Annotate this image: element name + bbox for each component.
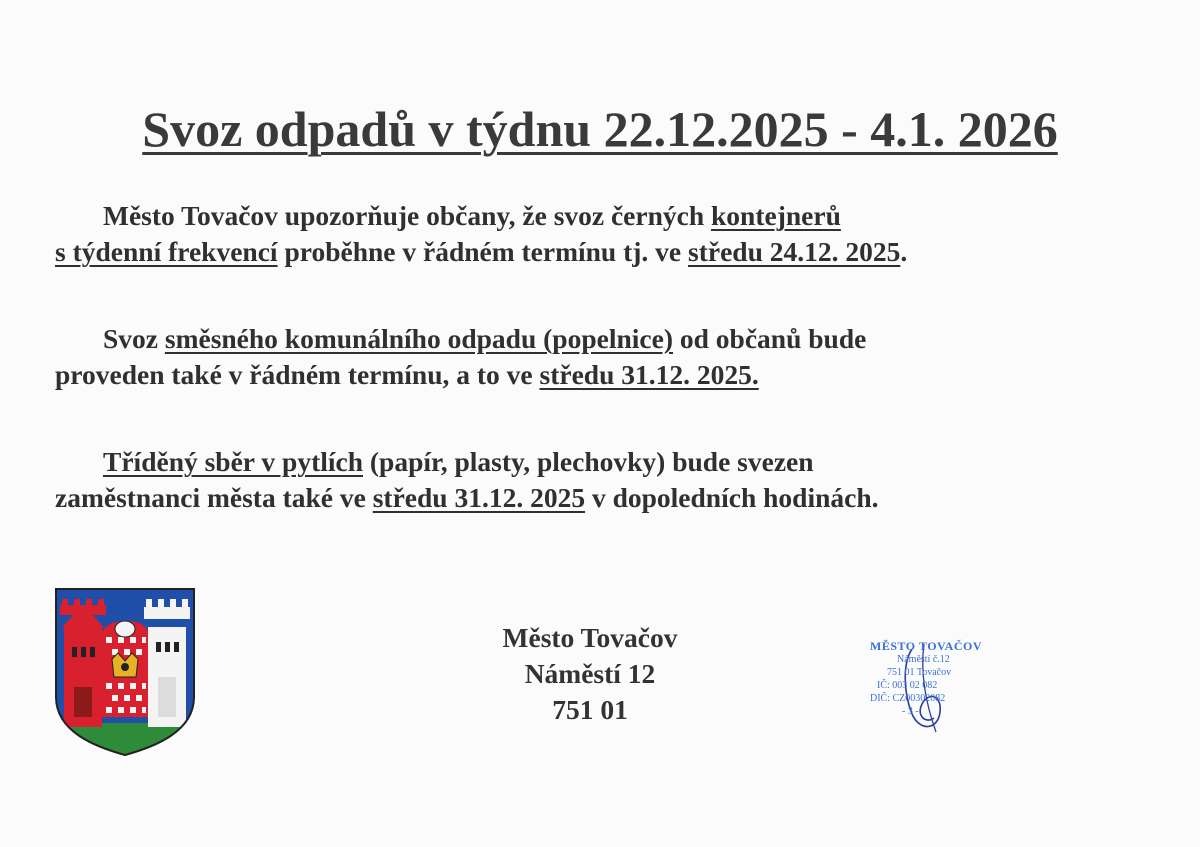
paragraph-line: proveden také v řádném termínu, a to ve středu 31.12. 2025. xyxy=(55,359,759,390)
paragraph-line: s týdenní frekvencí proběhne v řádném termínu tj. ve středu 24.12. 2025. xyxy=(55,236,908,267)
paragraph-line: zaměstnanci města také ve středu 31.12. 2025 v dopoledních hodinách. xyxy=(55,482,879,513)
paragraph-line: Město Tovačov upozorňuje občany, že svoz černých kontejnerů xyxy=(103,200,841,231)
coat-of-arms-icon xyxy=(54,587,196,757)
address-line: Město Tovačov xyxy=(502,622,678,653)
paragraph-black-containers xyxy=(55,198,1155,270)
paragraph-line: Tříděný sběr v pytlích (papír, plasty, plechovky) bude svezen xyxy=(103,446,814,477)
notice-title: Svoz odpadů v týdnu 22.12.2025 - 4.1. 2026 xyxy=(142,101,1058,157)
paragraph-sorted-waste xyxy=(55,444,1155,516)
address-block xyxy=(440,620,740,728)
address-line: Náměstí 12 xyxy=(524,658,656,689)
address-line: 751 01 xyxy=(552,694,628,725)
stamp-icon: MĚSTO TOVAČOV Náměstí č.12 751 01 Tovačov IČ: 003 02 082 DIČ: CZ00302082 - 3 - xyxy=(842,634,992,744)
paragraph-line: Svoz směsného komunálního odpadu (popelnice) od občanů bude xyxy=(103,323,867,354)
paragraph-mixed-waste xyxy=(55,321,1155,393)
